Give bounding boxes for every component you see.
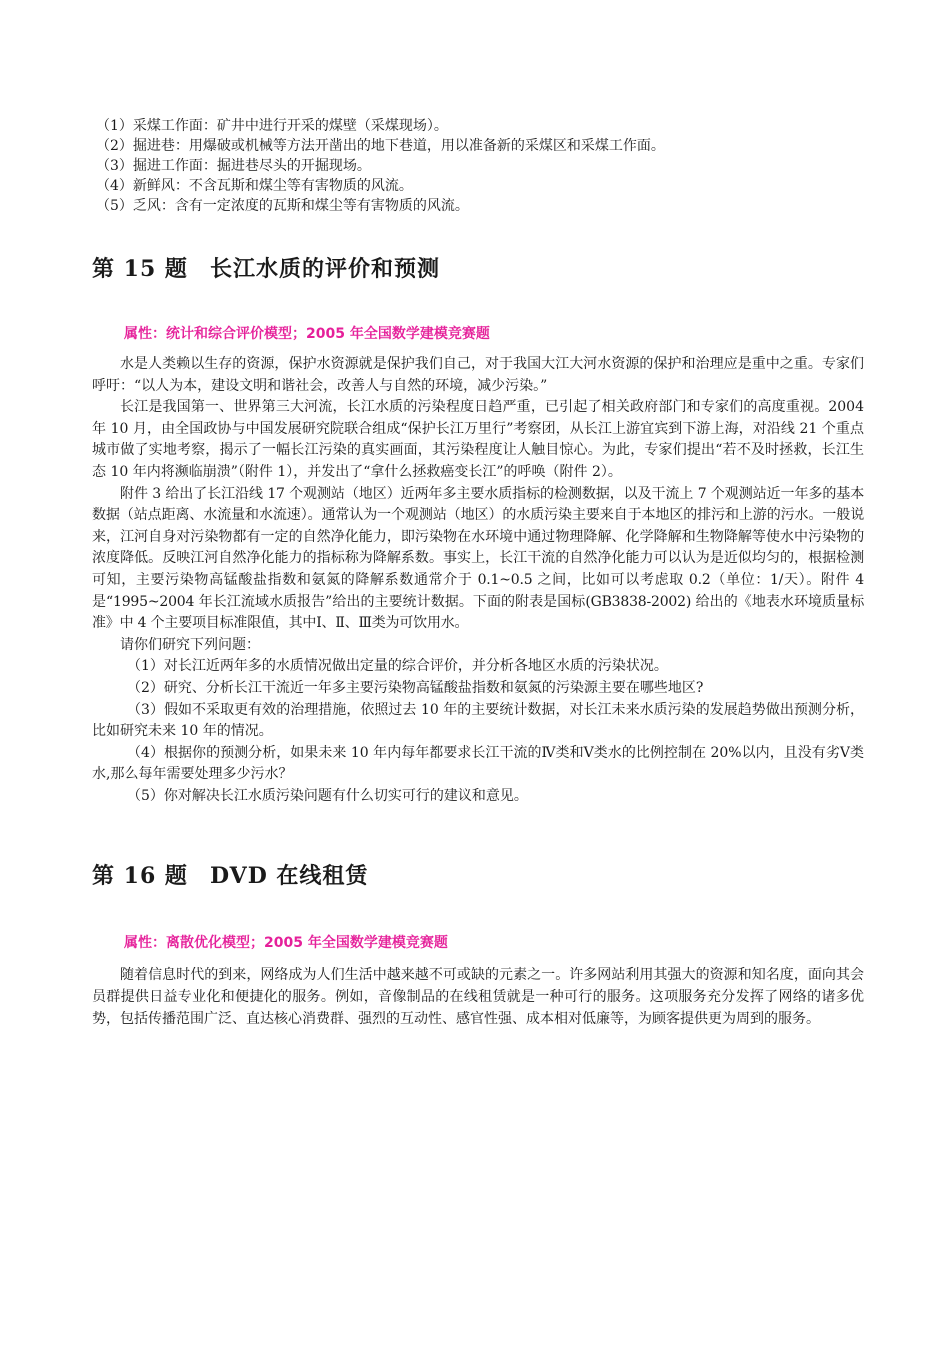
body-paragraph: 水是人类赖以生存的资源，保护水资源就是保护我们自己，对于我国大江大河水资源的保护和治理应是重中之重。专家们呼吁：“以人为本，建设文明和谐社会，改善人与自然的环境，减少污染。” (92, 356, 864, 394)
definition-item: （2）掘进巷：用爆破或机械等方法开凿出的地下巷道，用以准备新的采煤区和采煤工作面。 (96, 138, 665, 154)
definition-item: （4）新鲜风：不含瓦斯和煤尘等有害物质的风流。 (96, 178, 413, 194)
definition-item: （3）掘进工作面：掘进巷尽头的开掘现场。 (96, 158, 371, 174)
question-list (92, 656, 864, 807)
question-16-attribute: 属性：离散优化模型；2005 年全国数学建模竞赛题 (124, 935, 448, 952)
definition-item: （5）乏风：含有一定浓度的瓦斯和煤尘等有害物质的风流。 (96, 198, 469, 214)
question-item: （5）你对解决长江水质污染问题有什么切实可行的建议和意见。 (127, 787, 528, 804)
body-paragraph: 请你们研究下列问题： (120, 636, 260, 653)
question-item: （3）假如不采取更有效的治理措施，依照过去 10 年的主要统计数据，对长江未来水质污染的发展趋势做出预测分析，比如研究未来 10 年的情况。 (92, 701, 864, 740)
question-15-section (92, 254, 864, 807)
question-item: （4）根据你的预测分析，如果未来 10 年内每年都要求长江干流的Ⅳ类和Ⅴ类水的比例控制在 20%以内，且没有劣Ⅴ类水,那么每年需要处理多少污水？ (92, 744, 864, 783)
question-item: （1）对长江近两年多的水质情况做出定量的综合评价，并分析各地区水质的污染状况。 (127, 658, 668, 675)
question-16-heading (92, 861, 864, 891)
definition-item: （1）采煤工作面：矿井中进行开采的煤壁（采煤现场）。 (96, 118, 448, 134)
page-content (92, 116, 864, 1030)
question-15-number: 第 15 题 (92, 256, 188, 282)
question-16-section (92, 861, 864, 1030)
question-16-title: DVD 在线租赁 (209, 863, 369, 890)
definition-list (92, 116, 864, 216)
body-paragraph: 附件 3 给出了长江沿线 17 个观测站（地区）近两年多主要水质指标的检测数据，以及干流上 7 个观测站近一年多的基本数据（站点距离、水流量和水流速）。通常认为一个观测站（地区）的水质污染主要来自于本地区的排污和上游的污水。一般说来，江河自身对污染物都有一定的自然净化能力，即污染物在水环境中通过物理降解、化学降解和生物降解等使水中污染物的浓度降低。反映江河自然净化能力的指标称为降解系数。事实上，长江干流的自然净化能力可以认为是近似均匀的，根据检测可知，主要污染物高锰酸盐指数和氨氮的降解系数通常介于 0.1~0.5 之间，比如可以考虑取 0.2（单位：1/天）。附件 4 是“1995~2004 年长江流域水质报告”给出的主要统计数据。下面的附表是国标(GB3838-2002) 给出的《地表水环境质量标准》中 4 个主要项目标准限值，其中Ⅰ、Ⅱ、Ⅲ类为可饮用水。 (92, 485, 864, 632)
question-15-attribute: 属性：统计和综合评价模型；2005 年全国数学建模竞赛题 (124, 326, 490, 342)
body-paragraph: 随着信息时代的到来，网络成为人们生活中越来越不可或缺的元素之一。许多网站利用其强大的资源和知名度，面向其会员群提供日益专业化和便捷化的服务。例如，音像制品的在线租赁就是一种可行的服务。这项服务充分发挥了网络的诸多优势，包括传播范围广泛、直达核心消费群、强烈的互动性、感官性强、成本相对低廉等，为顾客提供更为周到的服务。 (92, 967, 864, 1027)
body-paragraph: 长江是我国第一、世界第三大河流，长江水质的污染程度日趋严重，已引起了相关政府部门和专家们的高度重视。2004 年 10 月，由全国政协与中国发展研究院联合组成“保护长江万里行”考察团，从长江上游宜宾到下游上海，对沿线 21 个重点城市做了实地考察，揭示了一幅长江污染的真实画面，其污染程度让人触目惊心。为此，专家们提出“若不及时拯救，长江生态 10 年内将濒临崩溃”（附件 1），并发出了“拿什么拯救癌变长江”的呼唤（附件 2）。 (92, 399, 864, 480)
question-16-number: 第 16 题 (92, 863, 188, 890)
question-15-title: 长江水质的评价和预测 (209, 256, 440, 282)
question-15-heading (92, 254, 864, 284)
question-item: （2）研究、分析长江干流近一年多主要污染物高锰酸盐指数和氨氮的污染源主要在哪些地区? (127, 679, 704, 696)
